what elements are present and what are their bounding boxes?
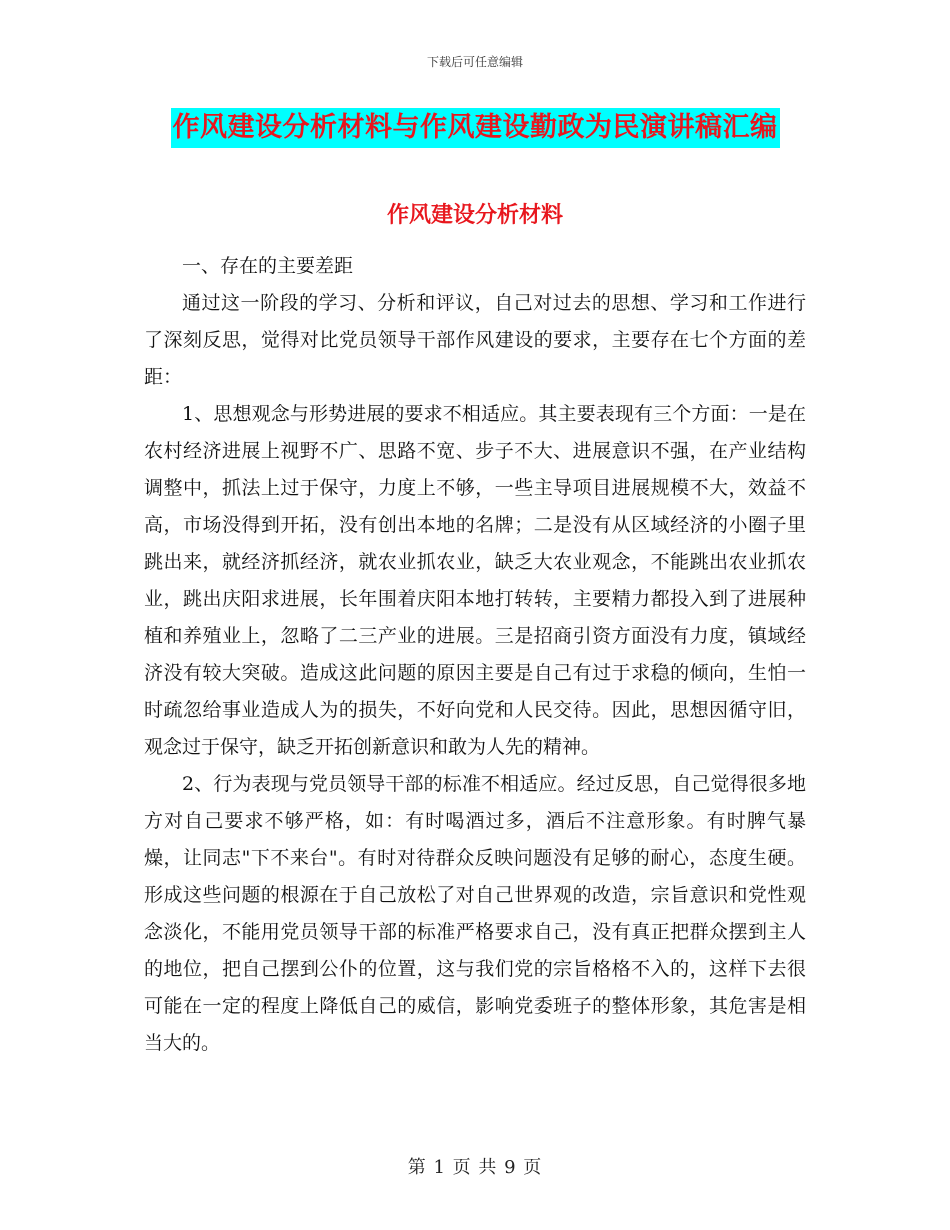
paragraph-heading: 一、存在的主要差距 bbox=[182, 255, 354, 277]
paragraph: 1、思想观念与形势进展的要求不相适应。其主要表现有三个方面：一是在农村经济进展上视野不广、思路不宽、步子不大、进展意识不强，在产业结构调整中，抓法上过于保守，力度上不够，一些主导项目进展规模不大，效益不高，市场没得到开拓，没有创出本地的名牌；二是没有从区域经济的小圈子里跳出来，就经济抓经济，就农业抓农业，缺乏大农业观念，不能跳出农业抓农业，跳出庆阳求进展，长年围着庆阳本地打转转，主要精力都投入到了进展种植和养殖业上，忽略了二三产业的进展。三是招商引资方面没有力度，镇域经济没有较大突破。造成这此问题的原因主要是自己有过于求稳的倾向，生怕一时疏忽给事业造成人为的损失，不好向党和人民交待。因此，思想因循守旧，观念过于保守，缺乏开拓创新意识和敢为人先的精神。 bbox=[144, 403, 806, 758]
document-title-text: 作风建设分析材料与作风建设勤政为民演讲稿汇编 bbox=[171, 108, 780, 148]
header-note: 下载后可任意编辑 bbox=[426, 55, 523, 69]
paragraph: 通过这一阶段的学习、分析和评议，自己对过去的思想、学习和工作进行了深刻反思，觉得对比党员领导干部作风建设的要求，主要存在七个方面的差距： bbox=[144, 292, 806, 388]
section-title: 作风建设分析材料 bbox=[386, 203, 563, 228]
document-title bbox=[0, 108, 950, 148]
paragraph: 2、行为表现与党员领导干部的标准不相适应。经过反思，自己觉得很多地方对自己要求不够严格，如：有时喝酒过多，酒后不注意形象。有时脾气暴燥，让同志"下不来台"。有时对待群众反映问题没有足够的耐心，态度生硬。形成这些问题的根源在于自己放松了对自己世界观的改造，宗旨意识和党性观念淡化，不能用党员领导干部的标准严格要求自己，没有真正把群众摆到主人的地位，把自己摆到公仆的位置，这与我们党的宗旨格格不入的，这样下去很可能在一定的程度上降低自己的威信，影响党委班子的整体形象，其危害是相当大的。 bbox=[144, 773, 806, 1054]
page-number-footer: 第 1 页 共 9 页 bbox=[407, 1157, 543, 1178]
document-body bbox=[144, 248, 806, 1062]
